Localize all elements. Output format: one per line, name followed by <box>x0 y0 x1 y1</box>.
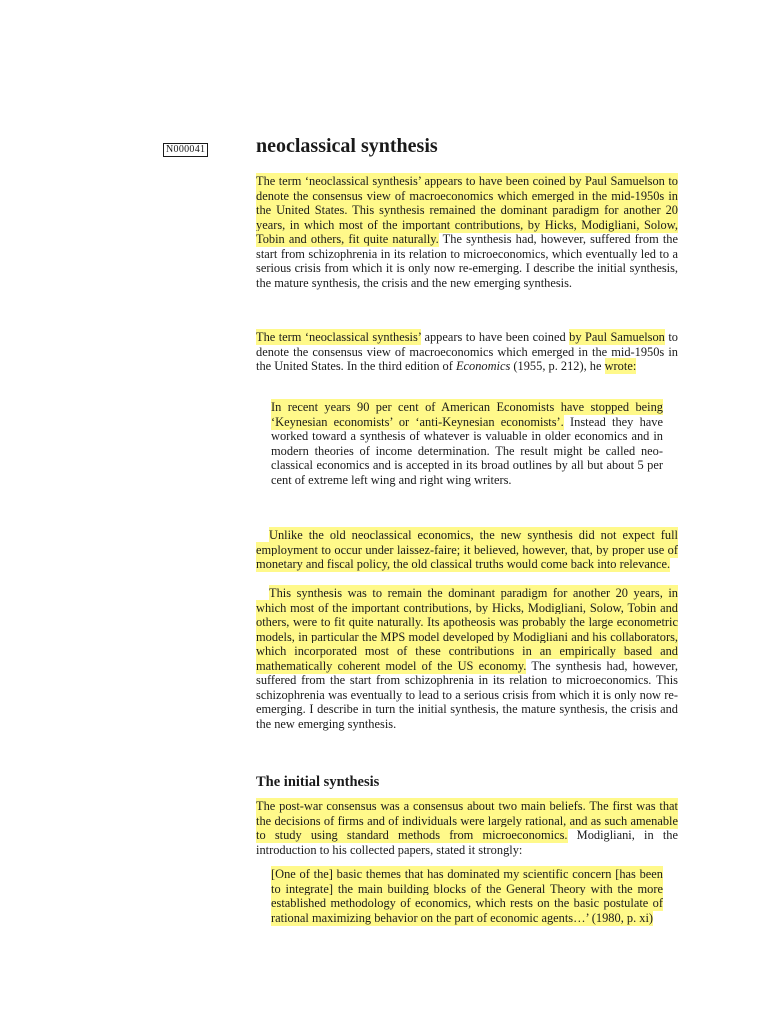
highlighted-text: Unlike the old neoclassical economics, the new synthesis did not expect full employment to occur under laissez-faire; it believed, however, that, by proper use of monetary and fiscal policy, the old classical truths would come back into relevance. <box>256 528 678 571</box>
modigliani-quote <box>271 867 663 925</box>
highlighted-text: wrote: <box>604 359 637 373</box>
body-paragraph-1 <box>256 528 678 572</box>
highlighted-text: In recent years 90 per cent of American Economists have stopped being ‘Keynesian economists’ or ‘anti-Keynesian economists’. <box>271 400 663 429</box>
text-span: The synthesis had, however, suffered from the start from schizophrenia in its relation to microeconomics. This schizophrenia was eventually to lead to a serious crisis from which it is only now re-emerging. I describe in turn the initial synthesis, the mature synthesis, the crisis and the new emerging synthesis. <box>256 658 678 731</box>
body-paragraph-3 <box>256 799 678 857</box>
highlighted-text: The term ‘neoclassical synthesis’ appears to have been coined by Paul Samuelson to denote the consensus view of macroeconomics which emerged in the mid-1950s in the United States. <box>256 174 678 217</box>
highlighted-text: The post-war consensus was a consensus about two main beliefs. The first was that the decisions of firms and of individuals were largely rational, and as such amenable to study using standard methods from microeconomics. <box>256 799 678 842</box>
text-span: Economics <box>455 359 511 373</box>
article-title: neoclassical synthesis <box>256 135 438 157</box>
highlighted-text: This synthesis remained the dominant paradigm for another 20 years, in which most of the important contributions, by Hicks, Modigliani, Solow, Tobin and others, fit quite naturally. <box>256 203 678 246</box>
abstract-paragraph <box>256 174 678 290</box>
text-span: appears to have been coined <box>421 330 570 344</box>
body-paragraph-2 <box>256 586 678 731</box>
document-id-label: N000041 <box>163 143 208 157</box>
highlighted-text: The term ‘neoclassical synthesis’ <box>256 330 422 344</box>
text-span: The synthesis had, however, suffered from the start from schizophrenia in its relation to microeconomics, which eventually led to a serious crisis from which it is only now re-emerging. I describe the initial synthesis, the mature synthesis, the crisis and the new emerging synthesis. <box>256 232 679 290</box>
text-span: Instead they have worked toward a synthesis of whatever is valuable in older economics and in modern theories of income determination. The result might be called neo-classical economics and is accepted in its broad outlines by all but about 5 per cent of extreme left wing and right wing writers. <box>271 414 664 487</box>
text-span: (1955, p. 212), he <box>510 359 605 373</box>
highlighted-text: by Paul Samuelson <box>569 330 665 344</box>
intro-paragraph <box>256 330 678 374</box>
highlighted-text: [One of the] basic themes that has dominated my scientific concern [has been to integrate] the main building blocks of the General Theory with the more established methodology of economics, which rests on the basic postulate of rational maximizing behavior on the part of economic agents…’ (1980, p. xi) <box>271 867 663 925</box>
text-span: Modigliani, in the introduction to his collected papers, stated it strongly: <box>256 828 678 857</box>
highlighted-text: This synthesis was to remain the dominant paradigm for another 20 years, in which most of the important contributions, by Hicks, Modigliani, Solow, Tobin and others, were to fit quite naturally. Its apotheosis was probably the large econometric models, in particular the MPS model developed by Modigliani and his collaborators, which incorporated most of these contributions in an empirically based and mathematically coherent model of the US economy. <box>256 586 678 673</box>
section-heading: The initial synthesis <box>256 774 380 790</box>
samuelson-quote <box>271 400 663 487</box>
text-span: to denote the consensus view of macroeconomics which emerged in the mid-1950s in the United States. In the third edition of <box>256 330 678 373</box>
